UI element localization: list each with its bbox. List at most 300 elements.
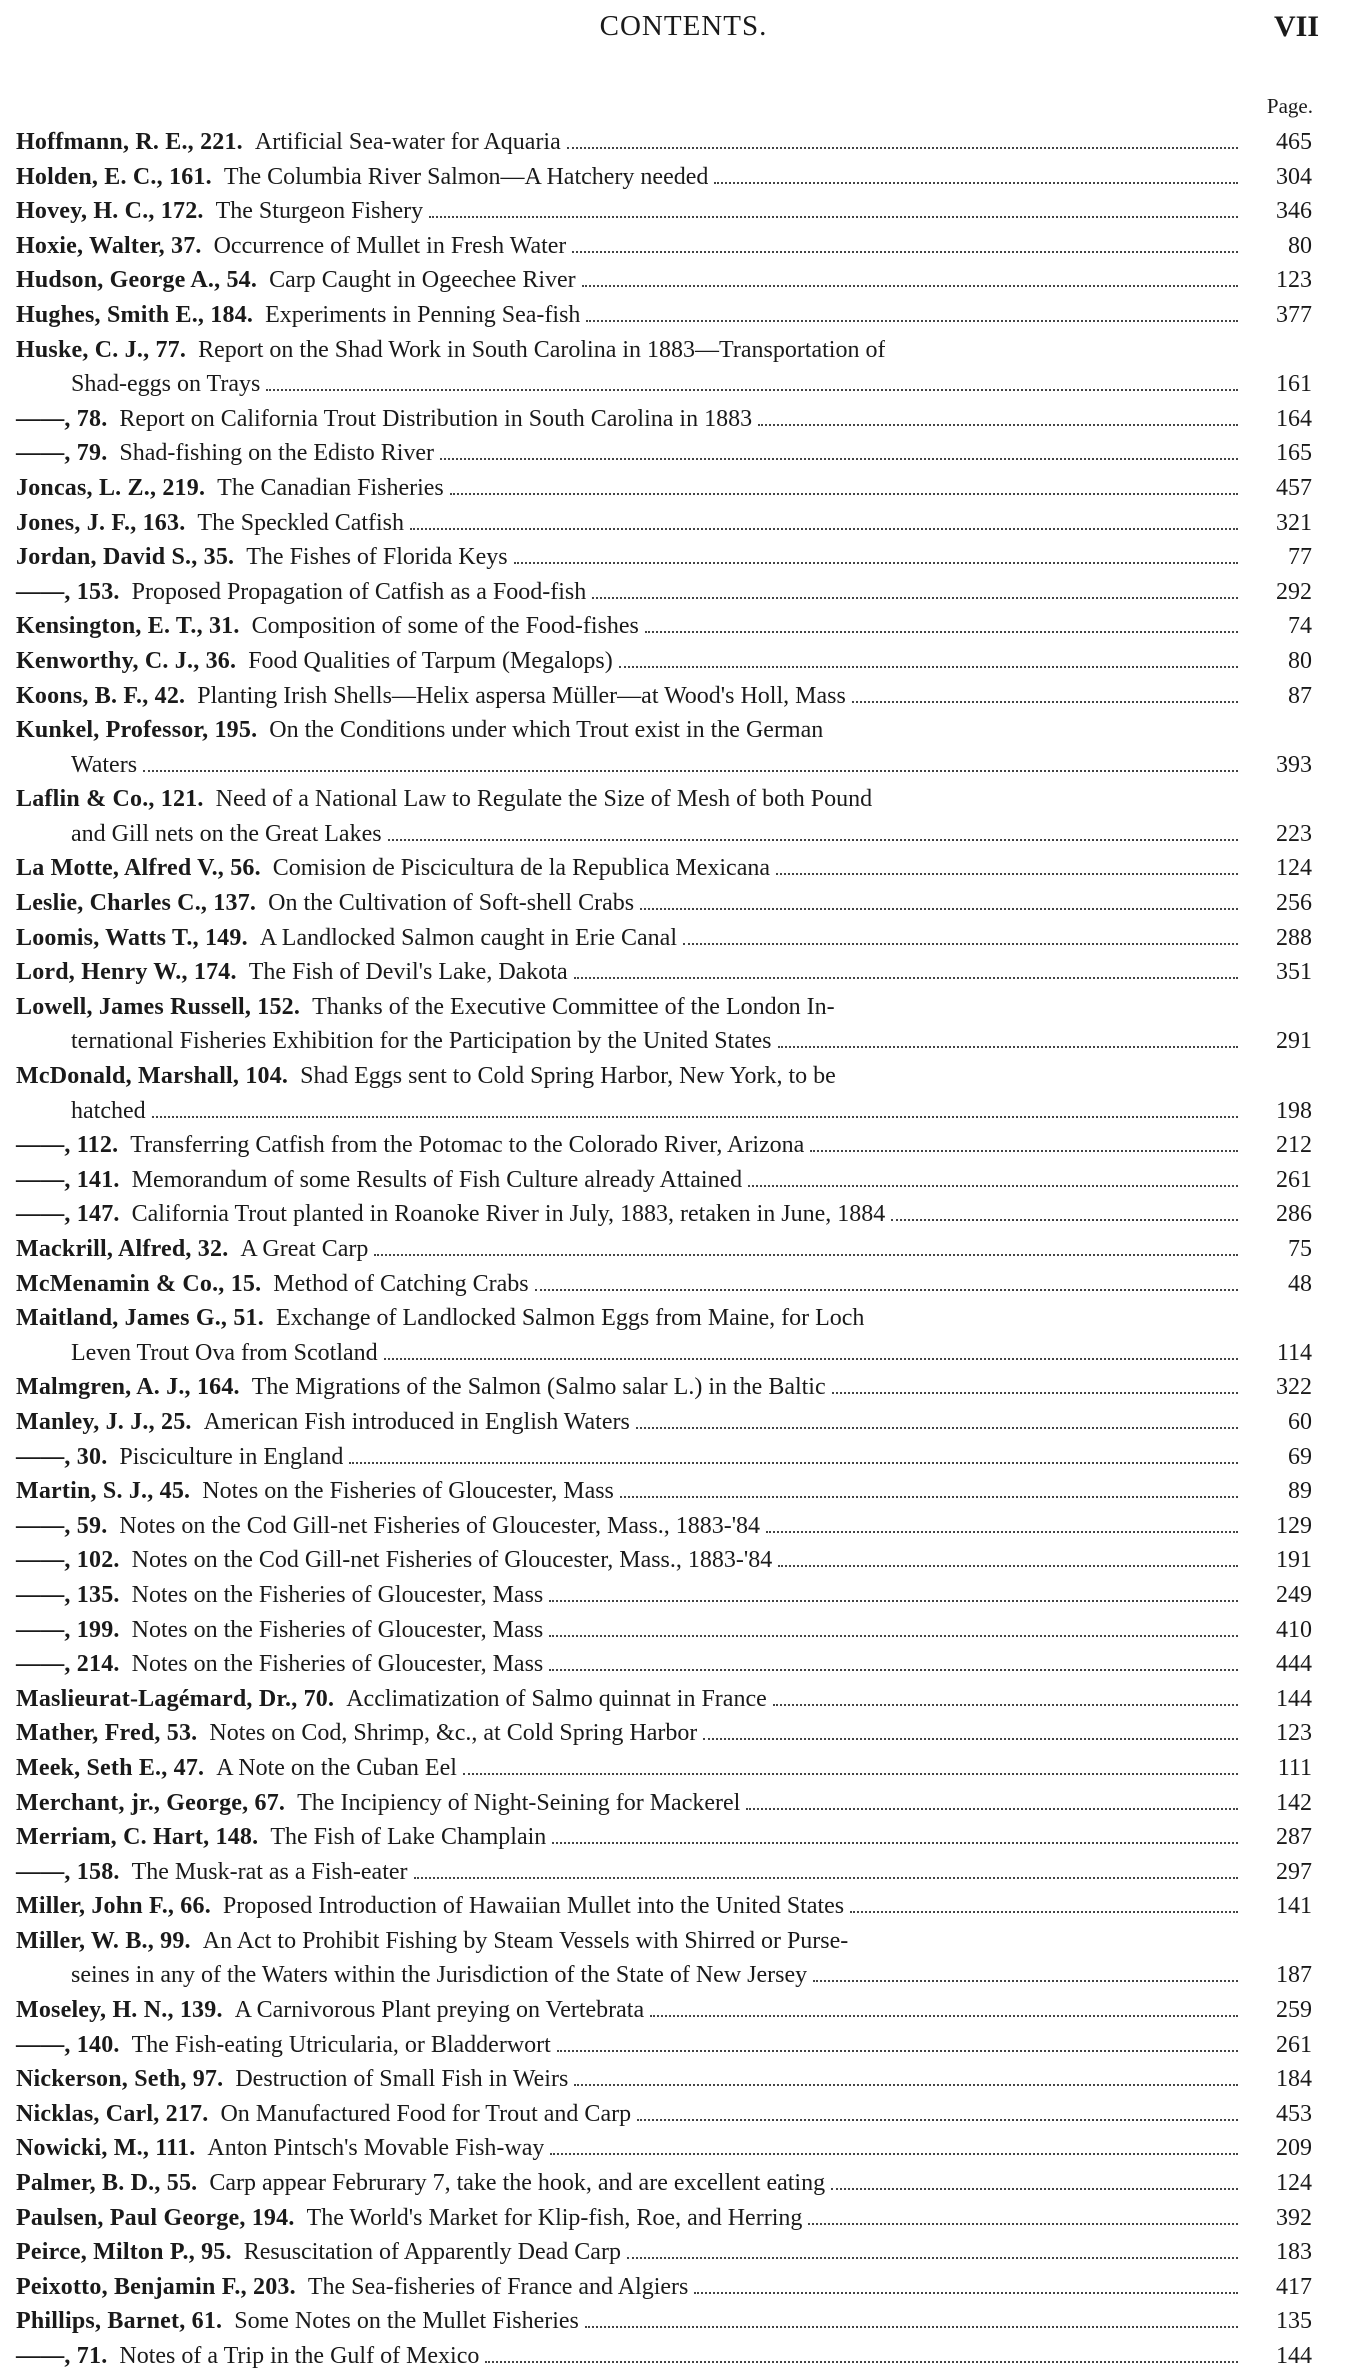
contents-entry xyxy=(16,1716,1312,1751)
dot-leader xyxy=(440,458,1238,460)
entry-author: Peixotto, Benjamin F., 203. xyxy=(16,2273,296,2300)
entry-page-number: 256 xyxy=(1276,890,1312,917)
entry-title: Planting Irish Shells—Helix aspersa Müller—at Wood's Holl, Mass xyxy=(197,682,846,709)
dot-leader xyxy=(552,1842,1238,1844)
page-column-label: Page. xyxy=(1266,94,1313,118)
dot-leader xyxy=(758,424,1238,426)
entry-title: The Fish of Devil's Lake, Dakota xyxy=(248,959,568,986)
entry-first-line xyxy=(16,160,1242,195)
dot-leader xyxy=(773,1704,1238,1706)
entry-first-line xyxy=(16,125,1242,160)
entry-author: Kenworthy, C. J., 36. xyxy=(16,647,237,674)
entry-author: ——, 140. xyxy=(16,2031,120,2058)
dot-leader xyxy=(410,528,1238,530)
entry-first-line xyxy=(16,575,1242,610)
dot-leader xyxy=(627,2257,1238,2259)
contents-list xyxy=(16,125,1312,2374)
entry-first-line xyxy=(16,955,1242,990)
entry-title: Anton Pintsch's Movable Fish-way xyxy=(207,2135,545,2162)
entry-page-number: 187 xyxy=(1276,1962,1312,1989)
entry-first-line xyxy=(16,2235,1242,2270)
dot-leader xyxy=(388,839,1238,841)
entry-author: McMenamin & Co., 15. xyxy=(16,1270,262,1297)
entry-author: ——, 147. xyxy=(16,1201,120,1228)
contents-entry xyxy=(16,2270,1312,2305)
entry-page-number: 164 xyxy=(1276,405,1312,432)
entry-first-line xyxy=(16,1820,1242,1855)
entry-page-number: 141 xyxy=(1276,1893,1312,1920)
entry-title: California Trout planted in Roanoke River in July, 1883, retaken in June, 1884 xyxy=(131,1201,886,1228)
entry-title: Acclimatization of Salmo quinnat in France xyxy=(346,1685,767,1712)
dot-leader xyxy=(714,182,1238,184)
entry-author: La Motte, Alfred V., 56. xyxy=(16,855,261,882)
entry-title: Experiments in Penning Sea-fish xyxy=(265,301,581,328)
entry-author: Koons, B. F., 42. xyxy=(16,682,186,709)
contents-entry xyxy=(16,1474,1312,1509)
contents-entry xyxy=(16,1232,1312,1267)
contents-entry xyxy=(16,1820,1312,1855)
entry-page-number: 346 xyxy=(1276,198,1312,225)
contents-entry xyxy=(16,1682,1312,1717)
contents-entry xyxy=(16,1405,1312,1440)
contents-entry xyxy=(16,713,1312,782)
entry-first-line xyxy=(16,1405,1242,1440)
entry-page-number: 321 xyxy=(1276,509,1312,536)
entry-title: The Fish-eating Utricularia, or Bladderwort xyxy=(131,2031,551,2058)
contents-entry xyxy=(16,1889,1312,1924)
entry-author: McDonald, Marshall, 104. xyxy=(16,1063,289,1090)
entry-first-line xyxy=(16,2062,1242,2097)
contents-entry xyxy=(16,1197,1312,1232)
entry-first-line xyxy=(16,436,1242,471)
entry-first-line xyxy=(16,506,1242,541)
entry-first-line xyxy=(16,298,1242,333)
entry-page-number: 453 xyxy=(1276,2100,1312,2127)
entry-page-number: 288 xyxy=(1276,924,1312,951)
entry-author: Phillips, Barnet, 61. xyxy=(16,2308,223,2335)
entry-title: The Incipiency of Night-Seining for Mackerel xyxy=(297,1789,741,1816)
entry-author: Mackrill, Alfred, 32. xyxy=(16,1236,229,1262)
entry-first-line xyxy=(16,2166,1242,2201)
entry-author: Malmgren, A. J., 164. xyxy=(16,1374,240,1401)
dot-leader xyxy=(586,320,1238,322)
entry-author: Mather, Fred, 53. xyxy=(16,1720,198,1747)
entry-page-number: 392 xyxy=(1276,2204,1312,2231)
page-number: VII xyxy=(1273,10,1319,43)
entry-first-line xyxy=(16,1128,1242,1163)
entry-page-number: 80 xyxy=(1288,232,1312,259)
entry-author: Palmer, B. D., 55. xyxy=(16,2170,198,2197)
entry-page-number: 124 xyxy=(1276,855,1312,882)
contents-entry xyxy=(16,609,1312,644)
entry-first-line xyxy=(16,1301,1242,1336)
entry-title: On Manufactured Food for Trout and Carp xyxy=(220,2100,632,2127)
entry-title-continued: hatched xyxy=(71,1097,146,1124)
entry-page-number: 223 xyxy=(1276,820,1312,847)
entry-title: A Great Carp xyxy=(240,1236,369,1262)
entry-title: Report on California Trout Distribution in South Carolina in 1883 xyxy=(119,405,753,432)
dot-leader xyxy=(852,701,1238,703)
entry-first-line xyxy=(16,1613,1242,1648)
contents-entry xyxy=(16,1751,1312,1786)
dot-leader xyxy=(349,1462,1238,1464)
dot-leader xyxy=(694,2292,1238,2294)
entry-page-number: 142 xyxy=(1276,1789,1312,1816)
entry-first-line xyxy=(16,2304,1242,2339)
entry-author: Loomis, Watts T., 149. xyxy=(16,924,248,951)
entry-title: Notes on the Cod Gill-net Fisheries of Gloucester, Mass., 1883-'84 xyxy=(119,1512,761,1539)
entry-title: An Act to Prohibit Fishing by Steam Vessels with Shirred or Purse- xyxy=(202,1927,849,1954)
entry-page-number: 322 xyxy=(1276,1374,1312,1401)
entry-first-line xyxy=(16,1924,1242,1959)
dot-leader xyxy=(384,1358,1238,1360)
entry-title: The Fishes of Florida Keys xyxy=(246,544,508,571)
contents-entry xyxy=(16,540,1312,575)
contents-entry xyxy=(16,2339,1312,2374)
entry-page-number: 249 xyxy=(1276,1581,1312,1608)
entry-author: Hovey, H. C., 172. xyxy=(16,198,204,225)
dot-leader xyxy=(778,1565,1238,1567)
contents-entry xyxy=(16,1647,1312,1682)
entry-first-line xyxy=(16,1163,1242,1198)
entry-page-number: 410 xyxy=(1276,1616,1312,1643)
contents-entry xyxy=(16,990,1312,1059)
contents-entry xyxy=(16,851,1312,886)
entry-page-number: 87 xyxy=(1288,682,1312,709)
contents-entry xyxy=(16,1613,1312,1648)
entry-title: Thanks of the Executive Committee of the London In- xyxy=(312,993,835,1020)
contents-entry xyxy=(16,1578,1312,1613)
entry-first-line xyxy=(16,1543,1242,1578)
entry-first-line xyxy=(16,644,1242,679)
entry-author: Nowicki, M., 111. xyxy=(16,2135,196,2162)
dot-leader xyxy=(831,2188,1238,2190)
entry-first-line xyxy=(16,851,1242,886)
entry-first-line xyxy=(16,1855,1242,1890)
dot-leader xyxy=(572,251,1238,253)
dot-leader xyxy=(429,216,1238,218)
entry-first-line xyxy=(16,2201,1242,2236)
entry-first-line xyxy=(16,1440,1242,1475)
entry-title-continued: Shad-eggs on Trays xyxy=(71,371,261,398)
contents-entry xyxy=(16,575,1312,610)
contents-entry xyxy=(16,1509,1312,1544)
entry-author: Jones, J. F., 163. xyxy=(16,509,186,536)
entry-title: Shad-fishing on the Edisto River xyxy=(119,440,435,467)
entry-author: Merchant, jr., George, 67. xyxy=(16,1789,286,1816)
dot-leader xyxy=(152,1116,1238,1118)
entry-first-line xyxy=(16,1993,1242,2028)
dot-leader xyxy=(450,493,1238,495)
entry-title: A Landlocked Salmon caught in Erie Canal xyxy=(259,924,678,951)
entry-author: ——, 30. xyxy=(16,1443,108,1470)
entry-title: Occurrence of Mullet in Fresh Water xyxy=(213,232,567,259)
dot-leader xyxy=(549,1669,1238,1671)
dot-leader xyxy=(582,285,1238,287)
dot-leader xyxy=(514,562,1238,564)
entry-first-line xyxy=(16,679,1242,714)
entry-page-number: 123 xyxy=(1276,267,1312,294)
contents-entry xyxy=(16,436,1312,471)
entry-title: Notes on Cod, Shrimp, &c., at Cold Spring Harbor xyxy=(209,1720,698,1747)
entry-title-continued: ternational Fisheries Exhibition for the Participation by the United States xyxy=(71,1028,772,1055)
entry-page-number: 304 xyxy=(1276,163,1312,190)
entry-title: Composition of some of the Food-fishes xyxy=(251,613,639,640)
entry-author: ——, 153. xyxy=(16,578,120,605)
entry-page-number: 144 xyxy=(1276,2343,1312,2369)
entry-first-line xyxy=(16,1474,1242,1509)
entry-page-number: 297 xyxy=(1276,1858,1312,1885)
entry-title: Carp Caught in Ogeechee River xyxy=(269,267,576,294)
entry-author: Laflin & Co., 121. xyxy=(16,786,204,813)
entry-first-line xyxy=(16,609,1242,644)
entry-first-line xyxy=(16,1370,1242,1405)
dot-leader xyxy=(808,2223,1238,2225)
contents-entry xyxy=(16,125,1312,160)
entry-page-number: 184 xyxy=(1276,2066,1312,2093)
contents-entry xyxy=(16,1543,1312,1578)
entry-title: On the Cultivation of Soft-shell Crabs xyxy=(268,890,635,917)
entry-page-number: 135 xyxy=(1276,2308,1312,2335)
entry-title: Proposed Propagation of Catfish as a Food-fish xyxy=(131,578,587,605)
entry-title: A Carnivorous Plant preying on Vertebrata xyxy=(234,1997,645,2024)
entry-author: Joncas, L. Z., 219. xyxy=(16,474,206,501)
entry-first-line xyxy=(16,333,1242,368)
entry-page-number: 161 xyxy=(1276,371,1312,398)
entry-title: Memorandum of some Results of Fish Culture already Attained xyxy=(131,1166,743,1193)
entry-page-number: 457 xyxy=(1276,474,1312,501)
entry-page-number: 144 xyxy=(1276,1685,1312,1712)
entry-author: ——, 102. xyxy=(16,1547,120,1574)
contents-entry xyxy=(16,1267,1312,1302)
entry-page-number: 465 xyxy=(1276,129,1312,155)
dot-leader xyxy=(813,1980,1238,1982)
entry-first-line xyxy=(16,1682,1242,1717)
entry-title: Resuscitation of Apparently Dead Carp xyxy=(243,2239,621,2266)
entry-author: Hughes, Smith E., 184. xyxy=(16,301,254,328)
contents-entry xyxy=(16,2304,1312,2339)
entry-author: Nickerson, Seth, 97. xyxy=(16,2066,224,2093)
entry-title: Shad Eggs sent to Cold Spring Harbor, New York, to be xyxy=(300,1063,836,1090)
contents-entry xyxy=(16,2201,1312,2236)
entry-author: Nicklas, Carl, 217. xyxy=(16,2100,209,2127)
contents-entry xyxy=(16,644,1312,679)
entry-page-number: 183 xyxy=(1276,2239,1312,2266)
dot-leader xyxy=(645,631,1238,633)
entry-author: Martin, S. J., 45. xyxy=(16,1478,191,1505)
entry-title: Some Notes on the Mullet Fisheries xyxy=(234,2308,579,2335)
entry-title: Comision de Piscicultura de la Republica Mexicana xyxy=(272,855,770,882)
entry-page-number: 261 xyxy=(1276,1166,1312,1193)
contents-entry xyxy=(16,1301,1312,1370)
entry-page-number: 291 xyxy=(1276,1028,1312,1055)
dot-leader xyxy=(266,389,1238,391)
entry-first-line xyxy=(16,1647,1242,1682)
entry-first-line xyxy=(16,263,1242,298)
contents-entry xyxy=(16,1440,1312,1475)
entry-title: Artificial Sea-water for Aquaria xyxy=(254,129,561,155)
entry-title: Food Qualities of Tarpum (Megalops) xyxy=(248,647,613,674)
entry-author: ——, 135. xyxy=(16,1581,120,1608)
entry-title: The Canadian Fisheries xyxy=(217,474,444,501)
entry-title: The Sea-fisheries of France and Algiers xyxy=(307,2273,689,2300)
dot-leader xyxy=(748,1185,1238,1187)
entry-page-number: 48 xyxy=(1288,1270,1312,1297)
entry-author: Paulsen, Paul George, 194. xyxy=(16,2204,295,2231)
entry-title: Destruction of Small Fish in Weirs xyxy=(235,2066,569,2093)
entry-author: ——, 112. xyxy=(16,1132,119,1159)
dot-leader xyxy=(619,666,1238,668)
contents-entry xyxy=(16,1059,1312,1128)
dot-leader xyxy=(535,1289,1238,1291)
contents-entry xyxy=(16,955,1312,990)
entry-first-line xyxy=(16,194,1242,229)
entry-first-line xyxy=(16,402,1242,437)
contents-entry xyxy=(16,1924,1312,1993)
dot-leader xyxy=(746,1808,1238,1810)
entry-page-number: 292 xyxy=(1276,578,1312,605)
contents-entry xyxy=(16,2028,1312,2063)
contents-entry xyxy=(16,194,1312,229)
entry-first-line xyxy=(16,990,1242,1025)
entry-first-line xyxy=(16,540,1242,575)
entry-page-number: 124 xyxy=(1276,2170,1312,2197)
entry-continuation xyxy=(16,817,1242,852)
entry-continuation xyxy=(16,1336,1242,1371)
entry-title-continued: Leven Trout Ova from Scotland xyxy=(71,1339,378,1366)
contents-entry xyxy=(16,333,1312,402)
entry-title-continued: seines in any of the Waters within the Jurisdiction of the State of New Jersey xyxy=(71,1962,808,1989)
contents-entry xyxy=(16,1370,1312,1405)
entry-continuation xyxy=(16,748,1242,783)
entry-first-line xyxy=(16,471,1242,506)
dot-leader xyxy=(637,2119,1238,2121)
dot-leader xyxy=(650,2015,1238,2017)
contents-entry xyxy=(16,2097,1312,2132)
entry-first-line xyxy=(16,2028,1242,2063)
entry-first-line xyxy=(16,1232,1242,1267)
entry-author: Merriam, C. Hart, 148. xyxy=(16,1824,259,1851)
dot-leader xyxy=(567,147,1238,149)
entry-first-line xyxy=(16,1267,1242,1302)
entry-page-number: 259 xyxy=(1276,1997,1312,2024)
entry-title: Pisciculture in England xyxy=(119,1443,344,1470)
dot-leader xyxy=(810,1150,1238,1152)
entry-first-line xyxy=(16,229,1242,264)
entry-author: Lord, Henry W., 174. xyxy=(16,959,237,986)
contents-entry xyxy=(16,679,1312,714)
entry-author: Moseley, H. N., 139. xyxy=(16,1997,223,2024)
entry-author: Kensington, E. T., 31. xyxy=(16,613,240,640)
dot-leader xyxy=(143,770,1238,772)
entry-author: ——, 79. xyxy=(16,440,108,467)
contents-entry xyxy=(16,229,1312,264)
entry-author: Hoxie, Walter, 37. xyxy=(16,232,202,259)
entry-page-number: 287 xyxy=(1276,1824,1312,1851)
contents-entry xyxy=(16,298,1312,333)
entry-page-number: 114 xyxy=(1276,1339,1312,1366)
entry-author: ——, 199. xyxy=(16,1616,120,1643)
entry-page-number: 80 xyxy=(1288,647,1312,674)
entry-first-line xyxy=(16,1059,1242,1094)
contents-entry xyxy=(16,2062,1312,2097)
entry-author: ——, 214. xyxy=(16,1651,120,1678)
entry-title: Notes on the Fisheries of Gloucester, Mass xyxy=(131,1651,544,1678)
dot-leader xyxy=(414,1877,1238,1879)
entry-page-number: 191 xyxy=(1276,1547,1312,1574)
entry-title: Transferring Catfish from the Potomac to the Colorado River, Arizona xyxy=(130,1132,805,1159)
dot-leader xyxy=(776,873,1238,875)
page-title: CONTENTS. xyxy=(599,10,768,42)
entry-author: ——, 59. xyxy=(16,1512,108,1539)
entry-page-number: 89 xyxy=(1288,1478,1312,1505)
entry-first-line xyxy=(16,1889,1242,1924)
dot-leader xyxy=(832,1392,1238,1394)
contents-entry xyxy=(16,506,1312,541)
entry-title: On the Conditions under which Trout exist in the German xyxy=(269,717,824,744)
entry-first-line xyxy=(16,2131,1242,2166)
contents-entry xyxy=(16,160,1312,195)
dot-leader xyxy=(683,943,1238,945)
entry-continuation xyxy=(16,1094,1242,1129)
entry-page-number: 351 xyxy=(1276,959,1312,986)
entry-author: Kunkel, Professor, 195. xyxy=(16,717,258,744)
entry-first-line xyxy=(16,1509,1242,1544)
contents-entry xyxy=(16,782,1312,851)
entry-author: ——, 71. xyxy=(16,2343,108,2369)
entry-author: ——, 78. xyxy=(16,405,108,432)
entry-title: The Columbia River Salmon—A Hatchery needed xyxy=(223,163,709,190)
entry-first-line xyxy=(16,2270,1242,2305)
dot-leader xyxy=(550,2153,1238,2155)
entry-first-line xyxy=(16,1197,1242,1232)
entry-title: Need of a National Law to Regulate the Size of Mesh of both Pound xyxy=(215,786,873,813)
entry-author: Maslieurat-Lagémard, Dr., 70. xyxy=(16,1685,335,1712)
entry-first-line xyxy=(16,713,1242,748)
entry-author: Hoffmann, R. E., 221. xyxy=(16,129,243,155)
dot-leader xyxy=(891,1219,1238,1221)
entry-page-number: 393 xyxy=(1276,751,1312,778)
entry-title-continued: Waters xyxy=(71,751,138,778)
entry-author: ——, 158. xyxy=(16,1858,120,1885)
entry-author: Maitland, James G., 51. xyxy=(16,1305,264,1332)
entry-title: Notes on the Cod Gill-net Fisheries of Gloucester, Mass., 1883-'84 xyxy=(131,1547,773,1574)
entry-author: Holden, E. C., 161. xyxy=(16,163,212,190)
entry-title: The Fish of Lake Champlain xyxy=(270,1824,547,1851)
entry-continuation xyxy=(16,1024,1242,1059)
contents-entry xyxy=(16,1993,1312,2028)
contents-entry xyxy=(16,2131,1312,2166)
entry-author: Manley, J. J., 25. xyxy=(16,1408,192,1435)
entry-author: ——, 141. xyxy=(16,1166,120,1193)
entry-page-number: 198 xyxy=(1276,1097,1312,1124)
entry-first-line xyxy=(16,1578,1242,1613)
entry-title: The World's Market for Klip-fish, Roe, and Herring xyxy=(306,2204,803,2231)
entry-first-line xyxy=(16,2097,1242,2132)
entry-author: Miller, W. B., 99. xyxy=(16,1927,191,1954)
entry-continuation xyxy=(16,1958,1242,1993)
entry-title: A Note on the Cuban Eel xyxy=(216,1754,457,1781)
entry-author: Huske, C. J., 77. xyxy=(16,336,187,363)
entry-title-continued: and Gill nets on the Great Lakes xyxy=(71,820,382,847)
dot-leader xyxy=(463,1773,1238,1775)
entry-page-number: 212 xyxy=(1276,1132,1312,1159)
contents-entry xyxy=(16,1855,1312,1890)
entry-first-line xyxy=(16,921,1242,956)
entry-author: Jordan, David S., 35. xyxy=(16,544,235,571)
entry-first-line xyxy=(16,2339,1242,2374)
dot-leader xyxy=(620,1496,1238,1498)
